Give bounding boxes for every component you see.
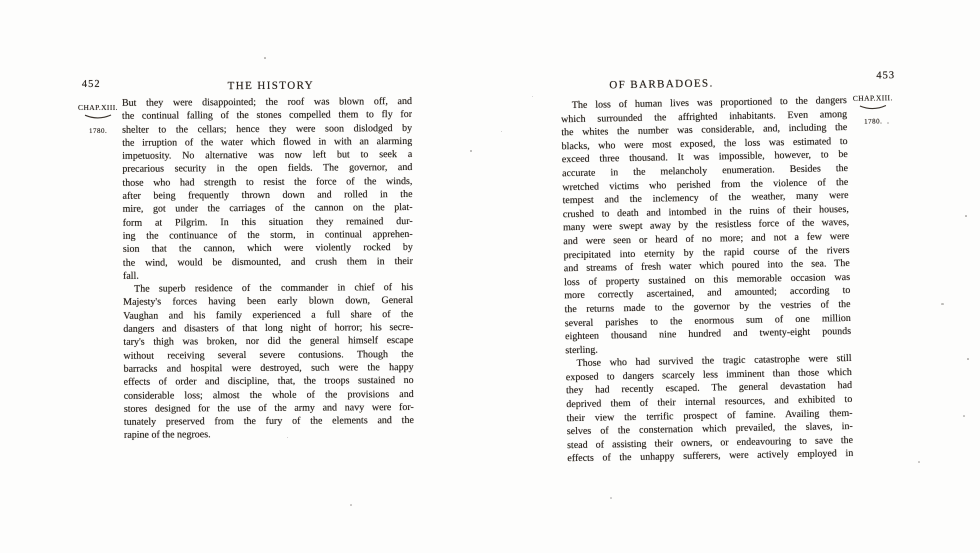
text-line: stores designed for the use of the army and navy were for- <box>123 401 414 415</box>
margin-note-left <box>75 97 121 138</box>
paragraph <box>561 94 852 357</box>
page-number-left: 452 <box>81 78 101 91</box>
text-line: ing the continuance of the storm, in continual apprehen- <box>122 228 413 242</box>
scan-speck <box>501 131 502 132</box>
running-header-left: THE HISTORY <box>227 79 315 93</box>
text-line: shelter to the cellars; hence they were soon dislodged by <box>122 122 413 136</box>
text-line: blacks, who were most exposed, the loss was estimated to <box>561 135 848 153</box>
scan-speck <box>264 57 266 59</box>
text-line: Vaughan and his family experienced a full share of the <box>123 308 414 322</box>
text-line: exceed three thousand. It was impossible, however, to be <box>561 149 848 166</box>
scan-speck <box>965 215 967 217</box>
paragraph <box>565 352 853 466</box>
text-line: deprived them of their internal resources, and exhibited to <box>566 394 853 411</box>
text-line: the wind, would be dismounted, and crush them in their <box>122 255 413 269</box>
text-line: the returns made to the governor by the vestries of the <box>564 298 851 316</box>
page-number-right: 453 <box>876 70 896 82</box>
scan-speck <box>963 415 965 417</box>
text-line: considerable loss; almost the whole of the provisions and <box>123 388 414 402</box>
text-line: precarious security in the open fields. The governor, and <box>122 162 413 176</box>
text-line: Those who had survived the tragic catastrophe were still <box>576 353 852 370</box>
text-line: crushed to death and intombed in the ruins of their houses, <box>562 203 849 220</box>
text-line: tunately preserved from the fury of the elements and the <box>123 415 414 428</box>
text-line: barracks and hospital were destroyed, such were the happy <box>123 361 414 375</box>
text-line: sterling. <box>565 344 598 356</box>
scan-speck <box>470 150 472 152</box>
text-line: eighteen thousand nine hundred and twenty-eight pounds <box>565 326 852 343</box>
text-line: after being frequently thrown down and rolled in the <box>122 189 413 202</box>
text-line: impetuosity. No alternative was now left but to seek a <box>122 149 413 162</box>
text-line: form at Pilgrim. In this situation they remained dur- <box>122 215 413 229</box>
scan-speck <box>967 358 969 360</box>
text-line: stead of assisting their owners, or endeavouring to save the <box>566 434 854 452</box>
text-line: the irruption of the water which flowed in with an alarming <box>122 135 413 149</box>
text-line: they had recently escaped. The general devastation had <box>565 380 853 397</box>
text-line: tempest and the inclemency of the weather, many were <box>562 190 849 207</box>
year-label: 1780. <box>864 117 883 126</box>
paragraph <box>123 281 414 442</box>
scan-speck <box>532 96 533 97</box>
page-text-left <box>122 95 414 442</box>
text-line: their view the terrific prospect of famine. Availing them- <box>566 407 853 424</box>
text-line: effects of order and discipline, that, the troops sustained no <box>123 375 414 388</box>
swash-ornament <box>83 114 113 120</box>
scan-speck <box>918 461 920 463</box>
text-line: and streams of fresh water which poured into the sea. The <box>563 258 850 275</box>
running-header-right: OF BARBADOES. <box>609 77 714 92</box>
text-line: selves of the consternation which prevailed, the slaves, in- <box>566 421 853 438</box>
chapter-label: CHAP.XIII. <box>852 93 893 103</box>
swash-ornament <box>858 104 888 111</box>
scan-speck <box>350 504 352 506</box>
paragraph <box>122 95 413 283</box>
text-line: many were swept away by the resistless force of the waves, <box>563 217 850 234</box>
text-line: which surrounded the affrighted inhabitants. Even among <box>561 108 848 125</box>
year-label: 1780. <box>88 126 108 135</box>
text-line: without receiving several severe contusions. Though the <box>123 348 414 362</box>
text-line: accurate in the melancholy enumeration. Besides the <box>562 162 849 180</box>
text-line: several parishes to the enormous sum of one million <box>564 312 851 329</box>
left-page <box>75 75 421 477</box>
text-line: dangers and disasters of that long night of horror; his secre- <box>123 322 414 335</box>
right-page <box>552 67 925 484</box>
text-line: wretched victims who perished from the violence of the <box>562 176 849 193</box>
text-line: mire, got under the carriages of the cannon on the plat- <box>122 202 413 216</box>
text-line: more correctly ascertained, and amounted; according to <box>564 285 851 302</box>
text-line: tary's thigh was broken, nor did the general himself escape <box>123 335 414 349</box>
scan-speck <box>287 437 288 438</box>
text-line: those who had strength to resist the force of the winds, <box>122 175 413 189</box>
text-line: fall. <box>122 270 139 282</box>
scan-speck <box>941 303 944 305</box>
scan-speck <box>887 122 889 124</box>
text-line: Majesty's forces having been early blown down, General <box>123 295 414 309</box>
text-line: rapine of the negroes. <box>123 429 211 442</box>
text-line: loss of property sustained on this memorable occasion was <box>564 271 851 288</box>
scan-speck <box>610 497 612 499</box>
text-line: The superb residence of the commander in chief of his <box>134 282 414 295</box>
chapter-label: CHAP.XIII. <box>78 102 118 113</box>
page-text-right <box>561 94 854 466</box>
text-line: precipitated into eternity by the rapid course of the rivers <box>563 244 850 261</box>
text-line: and were seen or heard of no more; and not a few were <box>563 230 850 248</box>
text-line: the continual falling of the stones compelled them to fly for <box>121 109 413 123</box>
text-line: sion that the cannon, which were violently rocked by <box>122 242 413 256</box>
text-line: effects of the unhappy sufferers, were actively employed in <box>567 448 854 465</box>
text-line: The loss of human lives was proportioned to the dangers <box>571 94 847 112</box>
text-line: exposed to dangers scarcely less imminent than those which <box>565 366 852 384</box>
text-line: But they were disappointed; the roof was blown off, and <box>121 95 412 109</box>
margin-note-right <box>847 87 900 129</box>
text-line: the whites the number was considerable, and, including the <box>561 122 848 139</box>
